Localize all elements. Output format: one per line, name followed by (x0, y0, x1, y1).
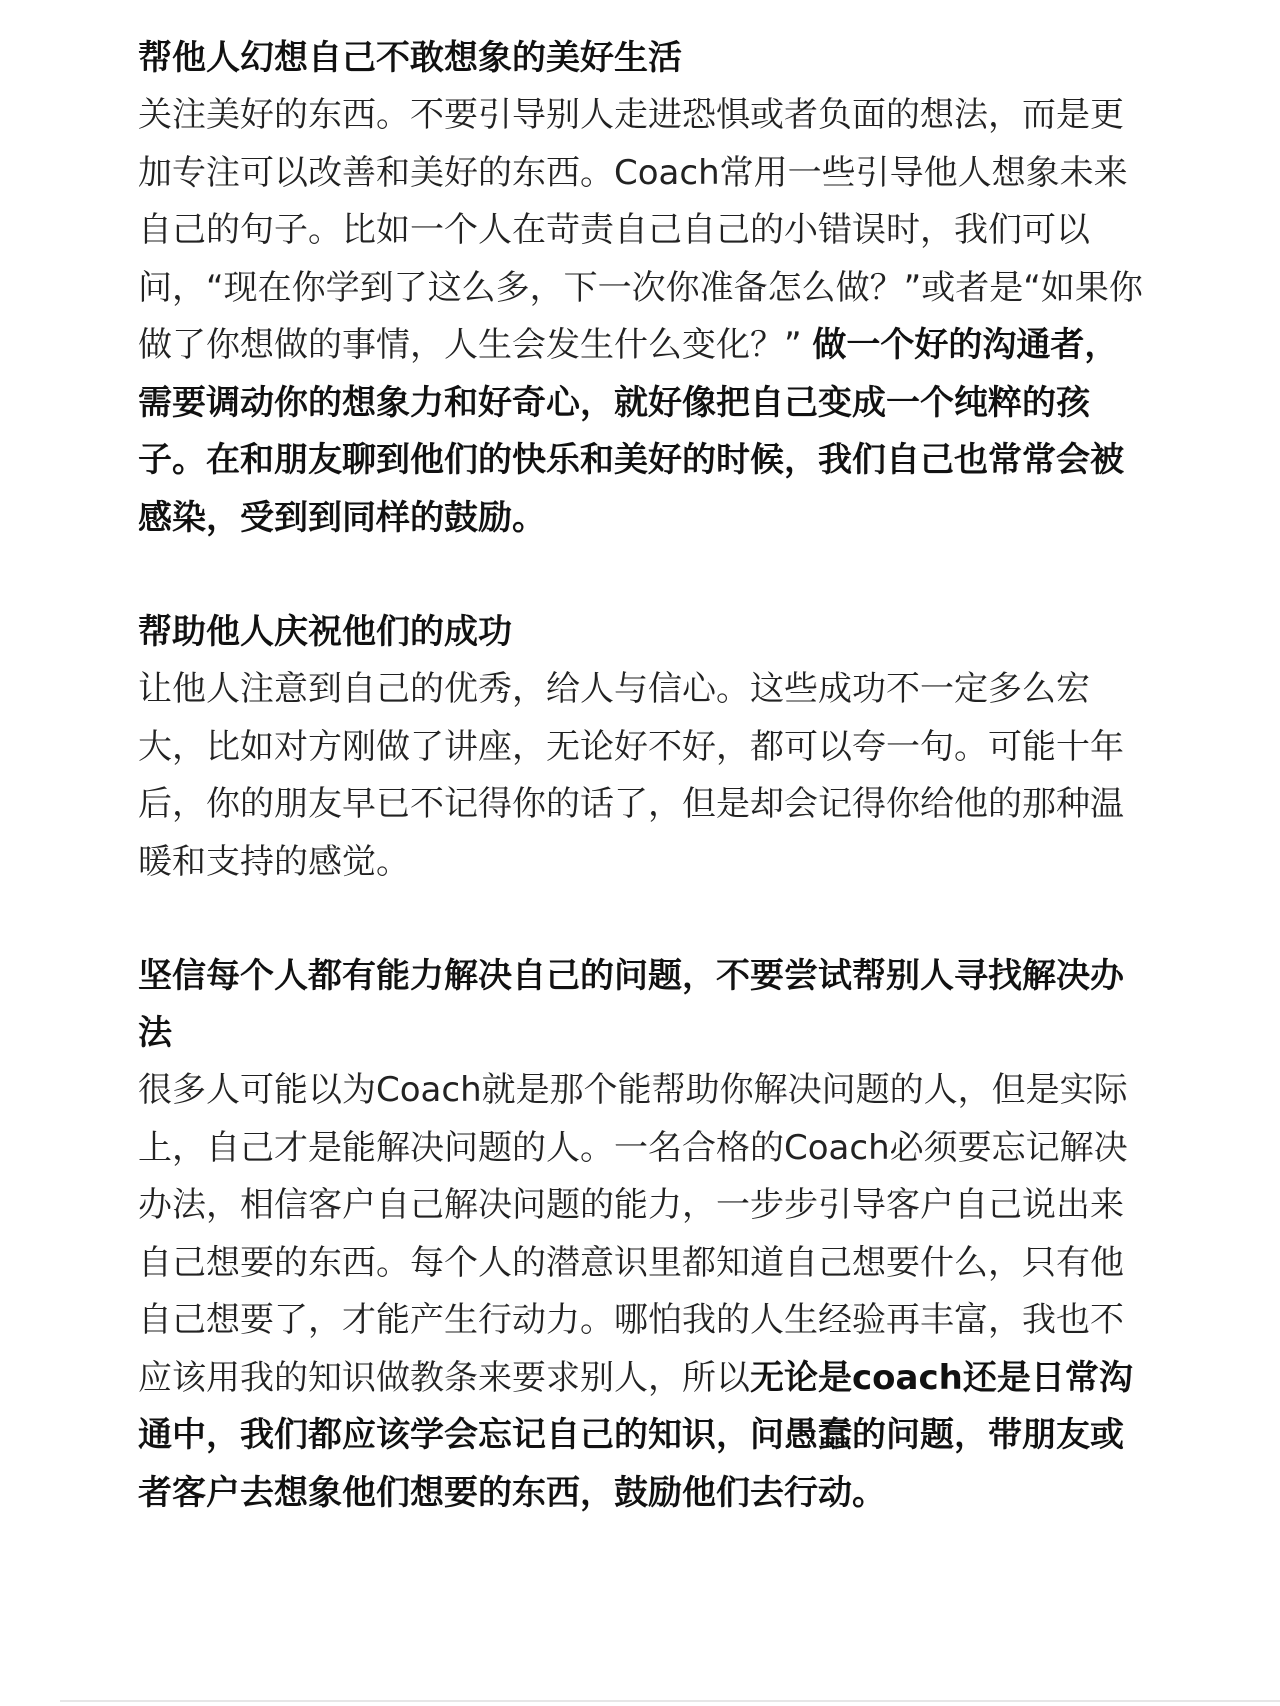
section-body (138, 661, 1148, 891)
body-emphasis: 无论是coach还是日常沟通中，我们都应该学会忘记自己的知识，问愚蠢的问题，带朋友或者客户去想象他们想要的东西，鼓励他们去行动。 (138, 1357, 1133, 1513)
section-body (138, 1062, 1148, 1522)
body-text: 关注美好的东西。不要引导别人走进恐惧或者负面的想法，而是更加专注可以改善和美好的东西。Coach常用一些引导他人想象未来自己的句子。比如一个人在苛责自己自己的小错误时，我们可以问，“现在你学到了这么多，下一次你准备怎么做？”或者是“如果你做了你想做的事情，人生会发生什么变化？” (138, 95, 1143, 365)
section-heading: 帮助他人庆祝他们的成功 (138, 612, 512, 652)
body-text: 让他人注意到自己的优秀，给人与信心。这些成功不一定多么宏大，比如对方刚做了讲座，无论好不好，都可以夸一句。可能十年后，你的朋友早已不记得你的话了，但是却会记得你给他的那种温暖和支持的感觉。 (138, 669, 1124, 882)
section-celebrate-success (138, 604, 1148, 891)
body-text: 很多人可能以为Coach就是那个能帮助你解决问题的人，但是实际上，自己才是能解决问题的人。一名合格的Coach必须要忘记解决办法，相信客户自己解决问题的能力，一步步引导客户自己说出来自己想要的东西。每个人的潜意识里都知道自己想要什么，只有他自己想要了，才能产生行动力。哪怕我的人生经验再丰富，我也不应该用我的知识做教条来要求别人，所以 (138, 1070, 1128, 1398)
section-body (138, 87, 1148, 547)
section-heading: 坚信每个人都有能力解决自己的问题，不要尝试帮别人寻找解决办法 (138, 956, 1124, 1053)
body-emphasis: 做一个好的沟通者，需要调动你的想象力和好奇心，就好像把自己变成一个纯粹的孩子。在和朋友聊到他们的快乐和美好的时候，我们自己也常常会被感染，受到到同样的鼓励。 (138, 325, 1124, 538)
article (138, 30, 1148, 1522)
section-heading: 帮他人幻想自己不敢想象的美好生活 (138, 38, 682, 78)
section-imagine-future (138, 30, 1148, 547)
section-solve-own-problems (138, 948, 1148, 1522)
bottom-divider (60, 1700, 1280, 1702)
